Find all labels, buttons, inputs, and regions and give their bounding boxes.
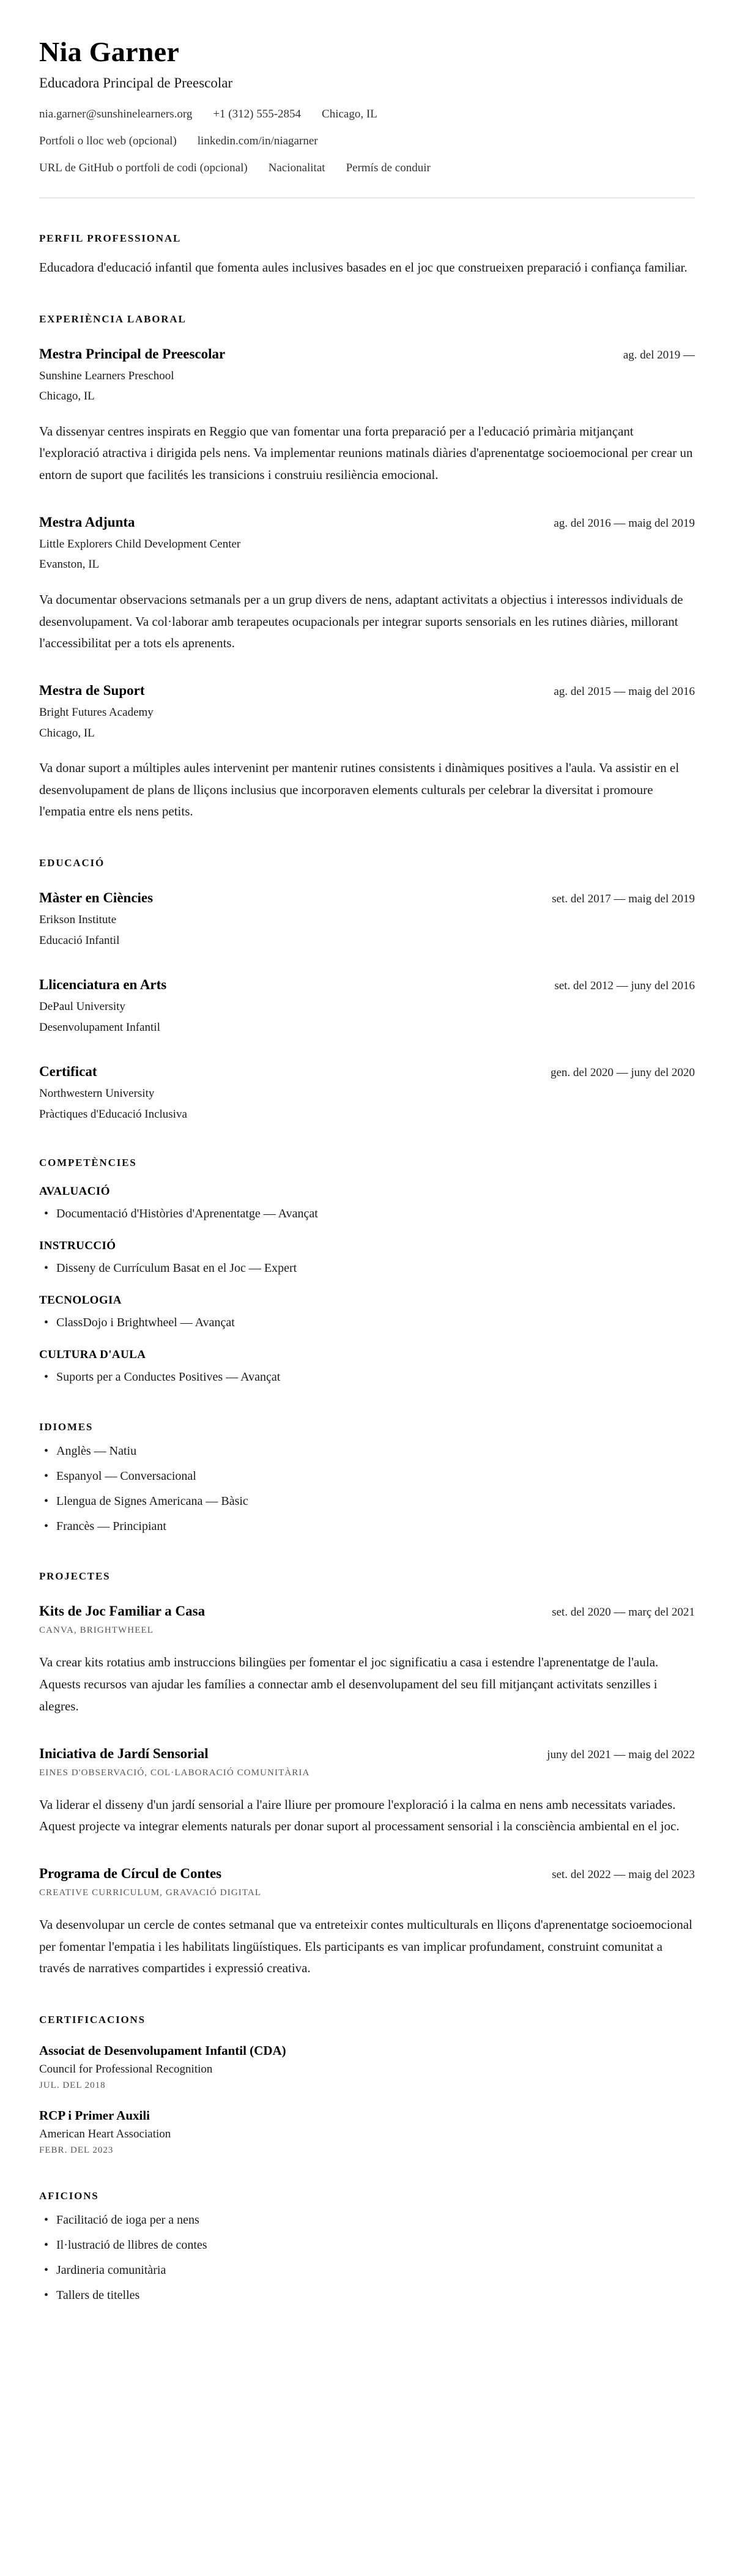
candidate-job-title: Educadora Principal de Preescolar xyxy=(39,75,233,91)
skill-category: CULTURA D'AULA xyxy=(39,1348,146,1362)
project-item xyxy=(39,1866,695,1980)
location-text: Chicago, IL xyxy=(322,108,377,121)
certification-title: RCP i Primer Auxili xyxy=(39,2107,150,2123)
contact-row-1 xyxy=(39,101,695,128)
job-location: Chicago, IL xyxy=(39,390,95,403)
section-certifications xyxy=(39,2014,695,2156)
company-name: Sunshine Learners Preschool xyxy=(39,369,174,382)
job-dates: ag. del 2015 — maig del 2016 xyxy=(554,685,695,698)
skill-group xyxy=(39,1348,695,1387)
job-dates: ag. del 2016 — maig del 2019 xyxy=(554,516,695,530)
skill-list xyxy=(39,1204,695,1223)
project-tools: CANVA, BRIGHTWHEEL xyxy=(39,1625,154,1636)
certification-title: Associat de Desenvolupament Infantil (CDA) xyxy=(39,2043,286,2058)
skill-list xyxy=(39,1368,695,1387)
experience-item xyxy=(39,346,695,486)
skill-list xyxy=(39,1313,695,1332)
project-description: Va desenvolupar un cercle de contes setmanal que va entreteixir contes multiculturals en lliçons d'aprenentatge socioemocional per fomentar l'empatia i les habilitats lingüístiques. Els participants es van implicar profundament, construint comunitat a través de narratives compartides i expressió creativa. xyxy=(39,1917,692,1976)
job-title: Mestra Principal de Preescolar xyxy=(39,346,226,362)
project-item xyxy=(39,1746,695,1838)
company-name: Little Explorers Child Development Center xyxy=(39,537,241,551)
project-title: Iniciativa de Jardí Sensorial xyxy=(39,1745,209,1761)
experience-item-header xyxy=(39,346,695,362)
section-profile xyxy=(39,232,695,279)
skill-list xyxy=(39,1259,695,1278)
linkedin-link[interactable]: linkedin.com/in/niagarner xyxy=(197,135,318,147)
portfolio-placeholder[interactable]: Portfoli o lloc web (opcional) xyxy=(39,135,177,147)
skill-item: • Documentació d'Històries d'Aprenentatge — Avançat xyxy=(39,1204,695,1223)
skill-category: TECNOLOGIA xyxy=(39,1294,122,1307)
education-item xyxy=(39,977,695,1036)
school-name: Northwestern University xyxy=(39,1087,155,1101)
language-item: • Anglès — Natiu xyxy=(39,1442,695,1461)
contact-row-2 xyxy=(39,128,695,155)
project-title: Kits de Joc Familiar a Casa xyxy=(39,1603,206,1619)
language-item: • Espanyol — Conversacional xyxy=(39,1467,695,1486)
education-item-header xyxy=(39,977,695,993)
github-placeholder[interactable]: URL de GitHub o portfoli de codi (opcional) xyxy=(39,161,248,174)
certifications-heading: CERTIFICACIONS xyxy=(39,2013,146,2025)
experience-item-header xyxy=(39,514,695,530)
experience-item xyxy=(39,683,695,823)
section-projects xyxy=(39,1570,695,1980)
section-experience xyxy=(39,313,695,823)
language-item: • Francès — Principiant xyxy=(39,1517,695,1536)
nationality-placeholder: Nacionalitat xyxy=(268,161,325,174)
education-item xyxy=(39,1064,695,1123)
project-dates: juny del 2021 — maig del 2022 xyxy=(547,1748,695,1761)
hobby-item: • Tallers de titelles xyxy=(39,2286,695,2305)
degree-name: Certificat xyxy=(39,1064,97,1080)
project-dates: set. del 2022 — maig del 2023 xyxy=(552,1868,695,1881)
job-title: Mestra Adjunta xyxy=(39,514,135,530)
phone-number: +1 (312) 555-2854 xyxy=(213,108,302,121)
hobbies-heading: AFICIONS xyxy=(39,2189,99,2202)
skill-category: AVALUACIÓ xyxy=(39,1185,110,1198)
section-languages xyxy=(39,1421,695,1536)
skill-group xyxy=(39,1239,695,1278)
hobby-item: • Jardineria comunitària xyxy=(39,2261,695,2280)
hobby-item: • Il·lustració de llibres de contes xyxy=(39,2236,695,2255)
certification-date: FEBR. DEL 2023 xyxy=(39,2145,114,2155)
project-title: Programa de Círcul de Contes xyxy=(39,1865,222,1881)
certification-issuer: Council for Professional Recognition xyxy=(39,2062,213,2076)
skills-heading: COMPETÈNCIES xyxy=(39,1157,137,1169)
skill-item: • ClassDojo i Brightwheel — Avançat xyxy=(39,1313,695,1332)
projects-heading: PROJECTES xyxy=(39,1570,111,1583)
job-title: Mestra de Suport xyxy=(39,683,145,698)
contact-row-3 xyxy=(39,155,695,182)
skill-item: • Disseny de Currículum Basat en el Joc — Expert xyxy=(39,1259,695,1278)
certification-issuer: American Heart Association xyxy=(39,2127,171,2140)
field-of-study: Pràctiques d'Educació Inclusiva xyxy=(39,1107,187,1121)
profile-text: Educadora d'educació infantil que fomenta aules inclusives basades en el joc que construeixen preparació i confiança familiar. xyxy=(39,260,688,275)
school-name: Erikson Institute xyxy=(39,913,117,927)
profile-heading: PERFIL PROFESSIONAL xyxy=(39,232,182,244)
job-description: Va dissenyar centres inspirats en Reggio que van fomentar una forta preparació per a l'educació primària mitjançant l'exploració atractiva i dirigida pels nens. Va implementar reunions matinals diàries d'aprenentatge socioemocional per crear un entorn de suport que facilités les transicions i construiu resiliència emocional. xyxy=(39,423,693,483)
field-of-study: Educació Infantil xyxy=(39,934,120,947)
experience-heading: EXPERIÈNCIA LABORAL xyxy=(39,313,187,325)
job-description: Va documentar observacions setmanals per a un grup divers de nens, adaptant activitats a objectius i interessos individuals de desenvolupament. Va col·laborar amb terapeutes ocupacionals per integrar suports sensorials en les rutines diàries, millorant l'accessibilitat per a tots els aprenents. xyxy=(39,592,683,651)
job-location: Evanston, IL xyxy=(39,558,100,571)
project-item xyxy=(39,1603,695,1717)
company-name: Bright Futures Academy xyxy=(39,706,154,719)
project-description: Va crear kits rotatius amb instruccions bilingües per fomentar el joc significatiu a casa i estendre l'aprenentatge de l'aula. Aquests recursos van ajudar les famílies a connectar amb el desenvolupament del seu fill mitjançant activitats senzilles i alegres. xyxy=(39,1655,659,1713)
language-item: • Llengua de Signes Americana — Bàsic xyxy=(39,1492,695,1511)
education-item xyxy=(39,890,695,949)
section-skills xyxy=(39,1157,695,1387)
project-description: Va liderar el disseny d'un jardí sensorial a l'aire lliure per promoure l'exploració i la calma en nens amb necessitats variades. Aquest projecte va integrar elements naturals per donar suport al processament sensorial i la consciència ambiental en el joc. xyxy=(39,1797,680,1834)
driving-license-placeholder: Permís de conduir xyxy=(346,161,431,174)
field-of-study: Desenvolupament Infantil xyxy=(39,1020,160,1034)
resume-header xyxy=(39,35,695,198)
job-dates: ag. del 2019 — xyxy=(623,348,695,362)
school-name: DePaul University xyxy=(39,1000,125,1014)
education-dates: set. del 2012 — juny del 2016 xyxy=(554,979,695,993)
education-item-header xyxy=(39,890,695,906)
skill-group xyxy=(39,1185,695,1223)
candidate-name: Nia Garner xyxy=(39,36,180,67)
experience-item-header xyxy=(39,683,695,699)
degree-name: Màster en Ciències xyxy=(39,890,154,906)
degree-name: Llicenciatura en Arts xyxy=(39,977,167,993)
project-dates: set. del 2020 — març del 2021 xyxy=(552,1606,695,1619)
project-tools: CREATIVE CURRICULUM, GRAVACIÓ DIGITAL xyxy=(39,1887,262,1898)
certification-item xyxy=(39,2108,695,2156)
skill-group xyxy=(39,1294,695,1332)
section-education xyxy=(39,857,695,1123)
experience-item xyxy=(39,514,695,655)
project-item-header xyxy=(39,1603,695,1619)
hobby-list xyxy=(39,2211,695,2305)
email-link[interactable]: nia.garner@sunshinelearners.org xyxy=(39,108,193,121)
job-description: Va donar suport a múltiples aules intervenint per mantenir rutines consistents i dinàmiques positives a l'aula. Va assistir en el desenvolupament de plans de lliçons inclusius que incorporaven elements culturals per celebrar la diversitat i promoure l'empatia entre els nens petits. xyxy=(39,760,680,819)
section-hobbies xyxy=(39,2190,695,2305)
hobby-item: • Facilitació de ioga per a nens xyxy=(39,2211,695,2230)
project-item-header xyxy=(39,1746,695,1762)
language-list xyxy=(39,1442,695,1536)
skill-item: • Suports per a Conductes Positives — Avançat xyxy=(39,1368,695,1387)
job-location: Chicago, IL xyxy=(39,726,95,740)
languages-heading: IDIOMES xyxy=(39,1421,94,1433)
education-dates: gen. del 2020 — juny del 2020 xyxy=(550,1066,695,1080)
education-item-header xyxy=(39,1064,695,1080)
certification-date: JUL. DEL 2018 xyxy=(39,2080,106,2090)
education-heading: EDUCACIÓ xyxy=(39,857,105,869)
skill-category: INSTRUCCIÓ xyxy=(39,1239,116,1253)
project-item-header xyxy=(39,1866,695,1882)
education-dates: set. del 2017 — maig del 2019 xyxy=(552,893,695,906)
certification-item xyxy=(39,2043,695,2091)
project-tools: EINES D'OBSERVACIÓ, COL·LABORACIÓ COMUNITÀRIA xyxy=(39,1767,310,1778)
